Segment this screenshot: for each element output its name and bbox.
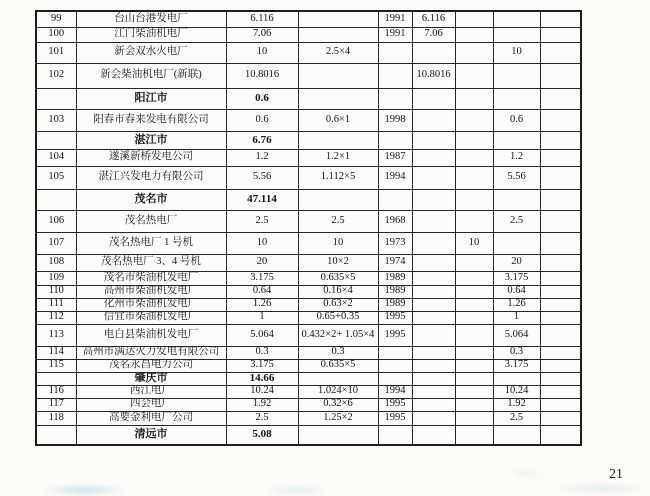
cell-year (378, 42, 412, 63)
table-row (36, 298, 581, 311)
cell-plant-name: 化州市柴油机发电厂 (76, 298, 226, 311)
table-row (36, 271, 581, 285)
cell-year: 1991 (378, 11, 412, 27)
cell-value-b (455, 210, 493, 232)
cell-year (378, 189, 412, 210)
cell-value-c (493, 131, 540, 149)
cell-value-a (412, 149, 455, 166)
cell-year (378, 346, 412, 359)
cell-sequence-number: 113 (36, 324, 76, 346)
cell-plant-name: 高州市满达火力发电有限公司 (76, 346, 226, 359)
cell-value-b (455, 346, 493, 359)
cell-value-b (455, 285, 493, 298)
cell-value-c: 0.3 (493, 346, 540, 359)
cell-unit-config (298, 27, 378, 42)
cell-notes (540, 210, 581, 232)
cell-plant-name: 四会电厂 (76, 398, 226, 411)
cell-value-b (455, 425, 493, 445)
cell-notes (540, 232, 581, 254)
cell-plant-name: 高要金利电厂公司 (76, 411, 226, 425)
cell-notes (540, 271, 581, 285)
cell-value-c (493, 88, 540, 109)
cell-unit-config (298, 189, 378, 210)
cell-value-a (412, 210, 455, 232)
cell-plant-name: 茂名市柴油机发电厂 (76, 271, 226, 285)
cell-plant-name: 茂名热电厂 (76, 210, 226, 232)
cell-value-a (412, 298, 455, 311)
cell-value-b (455, 63, 493, 88)
cell-sequence-number: 106 (36, 210, 76, 232)
table-row (36, 311, 581, 324)
cell-value-b (455, 11, 493, 27)
cell-unit-config (298, 425, 378, 445)
table-row (36, 63, 581, 88)
cell-value-a: 6.116 (412, 11, 455, 27)
cell-notes (540, 88, 581, 109)
cell-capacity: 10.8016 (226, 63, 298, 88)
cell-value-b (455, 88, 493, 109)
cell-value-a (412, 372, 455, 385)
cell-value-a (412, 425, 455, 445)
cell-capacity: 5.064 (226, 324, 298, 346)
cell-capacity: 14.66 (226, 372, 298, 385)
cell-value-a (412, 285, 455, 298)
cell-year: 1994 (378, 385, 412, 398)
cell-year (378, 88, 412, 109)
cell-value-a: 7.06 (412, 27, 455, 42)
cell-value-b (455, 311, 493, 324)
cell-year: 1995 (378, 398, 412, 411)
cell-unit-config: 0.6×1 (298, 109, 378, 131)
cell-value-b (455, 166, 493, 189)
table-row (36, 372, 581, 385)
cell-value-c: 0.64 (493, 285, 540, 298)
cell-plant-name: 新会柴油机电厂(新联) (76, 63, 226, 88)
cell-capacity: 6.76 (226, 131, 298, 149)
cell-value-a (412, 88, 455, 109)
cell-value-c: 1.2 (493, 149, 540, 166)
cell-capacity: 0.6 (226, 88, 298, 109)
cell-plant-name: 茂名热电厂 3、4 号机 (76, 254, 226, 271)
cell-year (378, 359, 412, 372)
cell-value-c (493, 372, 540, 385)
cell-sequence-number: 100 (36, 27, 76, 42)
cell-notes (540, 11, 581, 27)
cell-value-a (412, 385, 455, 398)
cell-notes (540, 285, 581, 298)
cell-capacity: 1 (226, 311, 298, 324)
cell-value-c: 20 (493, 254, 540, 271)
cell-unit-config: 0.16×4 (298, 285, 378, 298)
cell-value-b: 10 (455, 232, 493, 254)
table-row (36, 398, 581, 411)
cell-value-a (412, 131, 455, 149)
cell-unit-config: 2.5×4 (298, 42, 378, 63)
cell-unit-config (298, 11, 378, 27)
cell-value-c: 1.92 (493, 398, 540, 411)
table-row (36, 385, 581, 398)
cell-value-a (412, 189, 455, 210)
cell-notes (540, 63, 581, 88)
cell-value-a (412, 324, 455, 346)
cell-year (378, 372, 412, 385)
cell-sequence-number: 101 (36, 42, 76, 63)
cell-unit-config: 1.25×2 (298, 411, 378, 425)
cell-value-c: 3.175 (493, 359, 540, 372)
cell-notes (540, 372, 581, 385)
cell-year: 1968 (378, 210, 412, 232)
cell-plant-name: 江门柴油机电厂 (76, 27, 226, 42)
cell-sequence-number: 99 (36, 11, 76, 27)
cell-year: 1998 (378, 109, 412, 131)
cell-capacity: 6.116 (226, 11, 298, 27)
table-row (36, 285, 581, 298)
cell-year: 1989 (378, 285, 412, 298)
cell-capacity: 5.56 (226, 166, 298, 189)
cell-capacity: 5.08 (226, 425, 298, 445)
cell-notes (540, 27, 581, 42)
cell-capacity: 10 (226, 42, 298, 63)
cell-value-c: 5.064 (493, 324, 540, 346)
cell-plant-name: 清远市 (76, 425, 226, 445)
cell-capacity: 0.3 (226, 346, 298, 359)
cell-unit-config: 0.635×5 (298, 271, 378, 285)
cell-value-b (455, 189, 493, 210)
cell-value-c (493, 189, 540, 210)
cell-plant-name: 阳春市春来发电有限公司 (76, 109, 226, 131)
cell-notes (540, 42, 581, 63)
cell-capacity: 3.175 (226, 271, 298, 285)
table-body (36, 11, 581, 445)
cell-notes (540, 109, 581, 131)
cell-unit-config (298, 372, 378, 385)
cell-value-c: 10.24 (493, 385, 540, 398)
cell-sequence-number: 103 (36, 109, 76, 131)
cell-unit-config (298, 131, 378, 149)
cell-sequence-number: 109 (36, 271, 76, 285)
cell-unit-config: 0.63×2 (298, 298, 378, 311)
cell-value-a (412, 359, 455, 372)
cell-unit-config: 1.112×5 (298, 166, 378, 189)
cell-unit-config: 10 (298, 232, 378, 254)
cell-notes (540, 311, 581, 324)
cell-value-a (412, 232, 455, 254)
cell-unit-config: 0.432×2+ 1.05×4 (298, 324, 378, 346)
cell-plant-name: 电白县柴油机发电厂 (76, 324, 226, 346)
power-plant-table (35, 10, 582, 446)
cell-sequence-number: 112 (36, 311, 76, 324)
cell-notes (540, 131, 581, 149)
cell-year: 1995 (378, 324, 412, 346)
cell-value-a (412, 311, 455, 324)
cell-value-a (412, 42, 455, 63)
cell-sequence-number: 110 (36, 285, 76, 298)
cell-sequence-number: 102 (36, 63, 76, 88)
cell-capacity: 1.26 (226, 298, 298, 311)
cell-notes (540, 189, 581, 210)
table-wrapper (35, 10, 582, 446)
cell-plant-name: 茂名热电厂 1 号机 (76, 232, 226, 254)
cell-notes (540, 411, 581, 425)
cell-capacity: 2.5 (226, 210, 298, 232)
scan-smudge (262, 486, 330, 495)
cell-sequence-number: 114 (36, 346, 76, 359)
cell-value-a: 10.8016 (412, 63, 455, 88)
cell-value-b (455, 298, 493, 311)
cell-value-c (493, 27, 540, 42)
cell-plant-name: 高州市柴油机发电厂 (76, 285, 226, 298)
table-row (36, 210, 581, 232)
cell-sequence-number: 116 (36, 385, 76, 398)
page-number: 21 (609, 467, 623, 482)
cell-plant-name: 湛江市 (76, 131, 226, 149)
cell-sequence-number (36, 189, 76, 210)
cell-value-c (493, 425, 540, 445)
cell-sequence-number: 108 (36, 254, 76, 271)
cell-value-a (412, 398, 455, 411)
cell-plant-name: 茂名永昌电力公司 (76, 359, 226, 372)
cell-year: 1995 (378, 411, 412, 425)
cell-value-c (493, 63, 540, 88)
scan-smudge (505, 470, 545, 477)
cell-year: 1989 (378, 298, 412, 311)
cell-value-b (455, 109, 493, 131)
cell-notes (540, 359, 581, 372)
table-row (36, 149, 581, 166)
table-row (36, 109, 581, 131)
cell-unit-config: 0.3 (298, 346, 378, 359)
table-row (36, 359, 581, 372)
cell-capacity: 47.114 (226, 189, 298, 210)
cell-value-b (455, 271, 493, 285)
cell-sequence-number (36, 425, 76, 445)
cell-unit-config: 0.65+0.35 (298, 311, 378, 324)
cell-value-c (493, 232, 540, 254)
cell-unit-config: 1.2×1 (298, 149, 378, 166)
cell-value-a (412, 254, 455, 271)
cell-unit-config (298, 63, 378, 88)
table-row (36, 232, 581, 254)
cell-year (378, 425, 412, 445)
cell-value-b (455, 131, 493, 149)
cell-value-c: 0.6 (493, 109, 540, 131)
cell-notes (540, 324, 581, 346)
cell-notes (540, 425, 581, 445)
cell-plant-name: 信宜市柴油机发电厂 (76, 311, 226, 324)
cell-plant-name: 遂溪新桥发电公司 (76, 149, 226, 166)
cell-value-c: 3.175 (493, 271, 540, 285)
cell-year: 1973 (378, 232, 412, 254)
cell-value-c: 2.5 (493, 210, 540, 232)
cell-sequence-number: 117 (36, 398, 76, 411)
cell-plant-name: 新会双水火电厂 (76, 42, 226, 63)
cell-value-c: 5.56 (493, 166, 540, 189)
table-row (36, 88, 581, 109)
cell-capacity: 0.6 (226, 109, 298, 131)
cell-sequence-number (36, 372, 76, 385)
cell-year: 1995 (378, 311, 412, 324)
cell-notes (540, 149, 581, 166)
cell-value-b (455, 385, 493, 398)
cell-plant-name: 台山台港发电厂 (76, 11, 226, 27)
cell-plant-name: 阳江市 (76, 88, 226, 109)
cell-value-b (455, 42, 493, 63)
cell-unit-config: 0.32×6 (298, 398, 378, 411)
cell-value-b (455, 359, 493, 372)
cell-sequence-number: 104 (36, 149, 76, 166)
cell-notes (540, 398, 581, 411)
cell-sequence-number (36, 131, 76, 149)
cell-unit-config: 0.635×5 (298, 359, 378, 372)
cell-value-a (412, 109, 455, 131)
cell-notes (540, 346, 581, 359)
cell-capacity: 1.2 (226, 149, 298, 166)
cell-year (378, 131, 412, 149)
cell-sequence-number: 115 (36, 359, 76, 372)
scan-smudge (40, 485, 128, 495)
cell-year: 1991 (378, 27, 412, 42)
cell-plant-name: 肇庆市 (76, 372, 226, 385)
cell-value-c: 1.26 (493, 298, 540, 311)
table-row (36, 254, 581, 271)
cell-value-a (412, 411, 455, 425)
cell-capacity: 0.64 (226, 285, 298, 298)
cell-plant-name: 茂名市 (76, 189, 226, 210)
cell-value-a (412, 271, 455, 285)
cell-sequence-number: 111 (36, 298, 76, 311)
cell-unit-config (298, 88, 378, 109)
cell-value-b (455, 149, 493, 166)
cell-value-b (455, 27, 493, 42)
table-row (36, 189, 581, 210)
table-row (36, 11, 581, 27)
cell-capacity: 3.175 (226, 359, 298, 372)
cell-value-c (493, 11, 540, 27)
cell-unit-config: 10×2 (298, 254, 378, 271)
table-row (36, 324, 581, 346)
cell-notes (540, 298, 581, 311)
cell-capacity: 1.92 (226, 398, 298, 411)
table-row (36, 411, 581, 425)
cell-value-c: 2.5 (493, 411, 540, 425)
cell-unit-config: 1.024×10 (298, 385, 378, 398)
cell-sequence-number (36, 88, 76, 109)
cell-year: 1994 (378, 166, 412, 189)
cell-unit-config: 2.5 (298, 210, 378, 232)
table-row (36, 425, 581, 445)
cell-notes (540, 385, 581, 398)
cell-capacity: 7.06 (226, 27, 298, 42)
cell-capacity: 2.5 (226, 411, 298, 425)
cell-value-c: 1 (493, 311, 540, 324)
cell-year: 1974 (378, 254, 412, 271)
cell-year (378, 63, 412, 88)
cell-year: 1987 (378, 149, 412, 166)
cell-value-b (455, 254, 493, 271)
cell-sequence-number: 118 (36, 411, 76, 425)
cell-capacity: 20 (226, 254, 298, 271)
scan-smudge (552, 483, 650, 494)
table-row (36, 27, 581, 42)
cell-value-a (412, 166, 455, 189)
cell-value-a (412, 346, 455, 359)
table-row (36, 131, 581, 149)
cell-notes (540, 166, 581, 189)
table-row (36, 346, 581, 359)
cell-value-b (455, 372, 493, 385)
cell-value-b (455, 411, 493, 425)
table-row (36, 166, 581, 189)
cell-value-b (455, 324, 493, 346)
cell-year: 1989 (378, 271, 412, 285)
cell-sequence-number: 105 (36, 166, 76, 189)
cell-capacity: 10.24 (226, 385, 298, 398)
table-row (36, 42, 581, 63)
cell-capacity: 10 (226, 232, 298, 254)
cell-plant-name: 湛江兴发电力有限公司 (76, 166, 226, 189)
cell-notes (540, 254, 581, 271)
cell-value-c: 10 (493, 42, 540, 63)
cell-sequence-number: 107 (36, 232, 76, 254)
cell-value-b (455, 398, 493, 411)
cell-plant-name: 西江电厂 (76, 385, 226, 398)
